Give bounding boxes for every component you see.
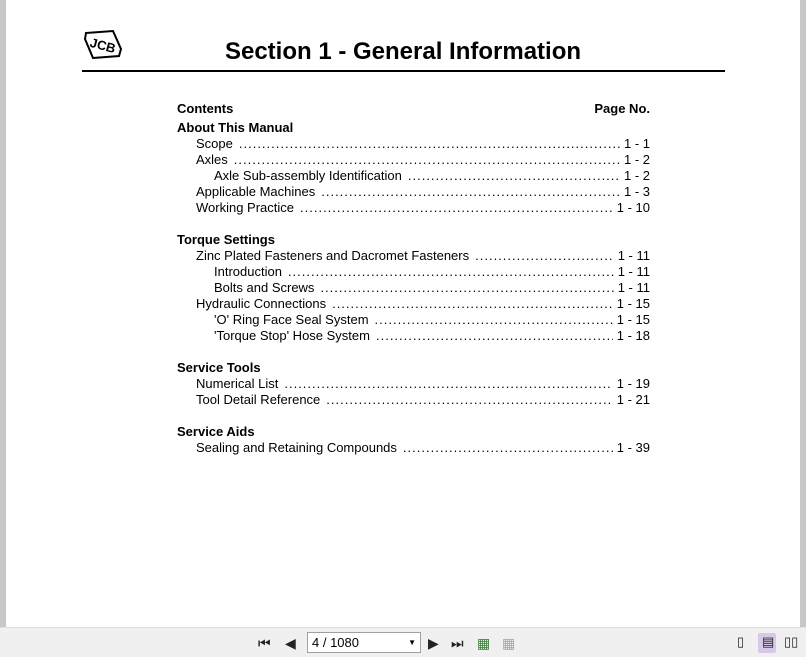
- dot-leader: [408, 168, 620, 184]
- insert-pages-icon[interactable]: ▦: [502, 635, 516, 651]
- toc-entry[interactable]: [177, 376, 650, 392]
- dot-leader: [403, 440, 613, 456]
- last-page-button[interactable]: ⏭: [451, 635, 464, 651]
- toc-entry[interactable]: [177, 328, 650, 344]
- toc-entry-label: Hydraulic Connections: [196, 296, 327, 311]
- dot-leader: [320, 280, 613, 296]
- next-page-button[interactable]: ▶: [428, 635, 439, 651]
- page-title: Section 1 - General Information: [224, 38, 582, 65]
- first-page-button[interactable]: ⏮: [258, 635, 271, 651]
- dot-leader: [326, 392, 612, 408]
- dot-leader: [288, 264, 614, 280]
- page-number-value: 4 / 1080: [312, 635, 359, 650]
- toc-entry[interactable]: [177, 296, 650, 312]
- extract-pages-icon[interactable]: ▦: [477, 635, 491, 651]
- page-no-label: Page No.: [594, 101, 650, 116]
- toc-entry-label: Numerical List: [196, 376, 279, 391]
- dot-leader: [239, 136, 620, 152]
- section-gap: [177, 408, 650, 424]
- toc-entry[interactable]: [177, 200, 650, 216]
- dot-leader: [376, 328, 613, 344]
- svg-text:JCB: JCB: [88, 34, 118, 57]
- section-heading: Service Aids: [177, 424, 255, 439]
- continuous-view-button[interactable]: ▤: [758, 633, 776, 653]
- toc-entry[interactable]: [177, 152, 650, 168]
- single-page-view-button[interactable]: ▯: [737, 634, 745, 649]
- toc-entry[interactable]: [177, 136, 650, 152]
- section-heading: Torque Settings: [177, 232, 275, 247]
- toc-entry[interactable]: [177, 184, 650, 200]
- toc-entry-label: Axles: [196, 152, 228, 167]
- toc-entry-page: 1 - 3: [623, 184, 650, 199]
- toc-entry-page: 1 - 2: [623, 152, 650, 167]
- pdf-toolbar: [0, 627, 806, 657]
- toc-entry[interactable]: [177, 312, 650, 328]
- toc-entry-label: Working Practice: [196, 200, 295, 215]
- contents-label: Contents: [177, 101, 234, 116]
- toc-entry-label: Introduction: [214, 264, 282, 279]
- toc-entry[interactable]: [177, 248, 650, 264]
- toc-entry-page: 1 - 39: [616, 440, 650, 455]
- dot-leader: [300, 200, 613, 216]
- page-edge-right: [800, 0, 806, 627]
- toc-entry-page: 1 - 10: [616, 200, 650, 215]
- section-heading: Service Tools: [177, 360, 261, 375]
- chevron-down-icon[interactable]: ▼: [408, 638, 416, 647]
- section-gap: [177, 344, 650, 360]
- toc-entry-page: 1 - 11: [617, 248, 650, 263]
- dot-leader: [475, 248, 614, 264]
- toc-entry-label: Scope: [196, 136, 233, 151]
- table-of-contents: [177, 101, 650, 456]
- section-heading: About This Manual: [177, 120, 294, 135]
- toc-entry[interactable]: [177, 440, 650, 456]
- previous-page-button[interactable]: ◀: [285, 635, 296, 651]
- page-edge-left: [0, 0, 6, 627]
- dot-leader: [284, 376, 612, 392]
- toc-entry-label: 'O' Ring Face Seal System: [214, 312, 369, 327]
- toc-entry[interactable]: [177, 264, 650, 280]
- toc-entry[interactable]: [177, 392, 650, 408]
- dot-leader: [321, 184, 620, 200]
- toc-entry-label: 'Torque Stop' Hose System: [214, 328, 370, 343]
- toc-entry-page: 1 - 11: [617, 264, 650, 279]
- toc-entry-label: Bolts and Screws: [214, 280, 315, 295]
- toc-entry-label: Sealing and Retaining Compounds: [196, 440, 397, 455]
- toc-entry-label: Tool Detail Reference: [196, 392, 321, 407]
- toc-entry-page: 1 - 18: [616, 328, 650, 343]
- toc-entry[interactable]: [177, 168, 650, 184]
- page-number-input[interactable]: [307, 632, 421, 653]
- toc-entry-page: 1 - 11: [617, 280, 650, 295]
- toc-entry-page: 1 - 15: [616, 312, 650, 327]
- title-rule: [82, 70, 725, 72]
- section-gap: [177, 216, 650, 232]
- two-page-view-button[interactable]: ▯▯: [784, 634, 799, 649]
- toc-entry-page: 1 - 15: [616, 296, 650, 311]
- toc-entry-label: Axle Sub-assembly Identification: [214, 168, 402, 183]
- toc-entry[interactable]: [177, 280, 650, 296]
- toc-entry-page: 1 - 1: [623, 136, 650, 151]
- toc-entry-page: 1 - 21: [616, 392, 650, 407]
- toc-entry-page: 1 - 2: [623, 168, 650, 183]
- dot-leader: [375, 312, 613, 328]
- dot-leader: [234, 152, 620, 168]
- toc-entry-page: 1 - 19: [616, 376, 650, 391]
- contents-header: [177, 101, 650, 117]
- dot-leader: [332, 296, 613, 312]
- toc-entry-label: Zinc Plated Fasteners and Dacromet Fasteners: [196, 248, 470, 263]
- toc-entry-label: Applicable Machines: [196, 184, 316, 199]
